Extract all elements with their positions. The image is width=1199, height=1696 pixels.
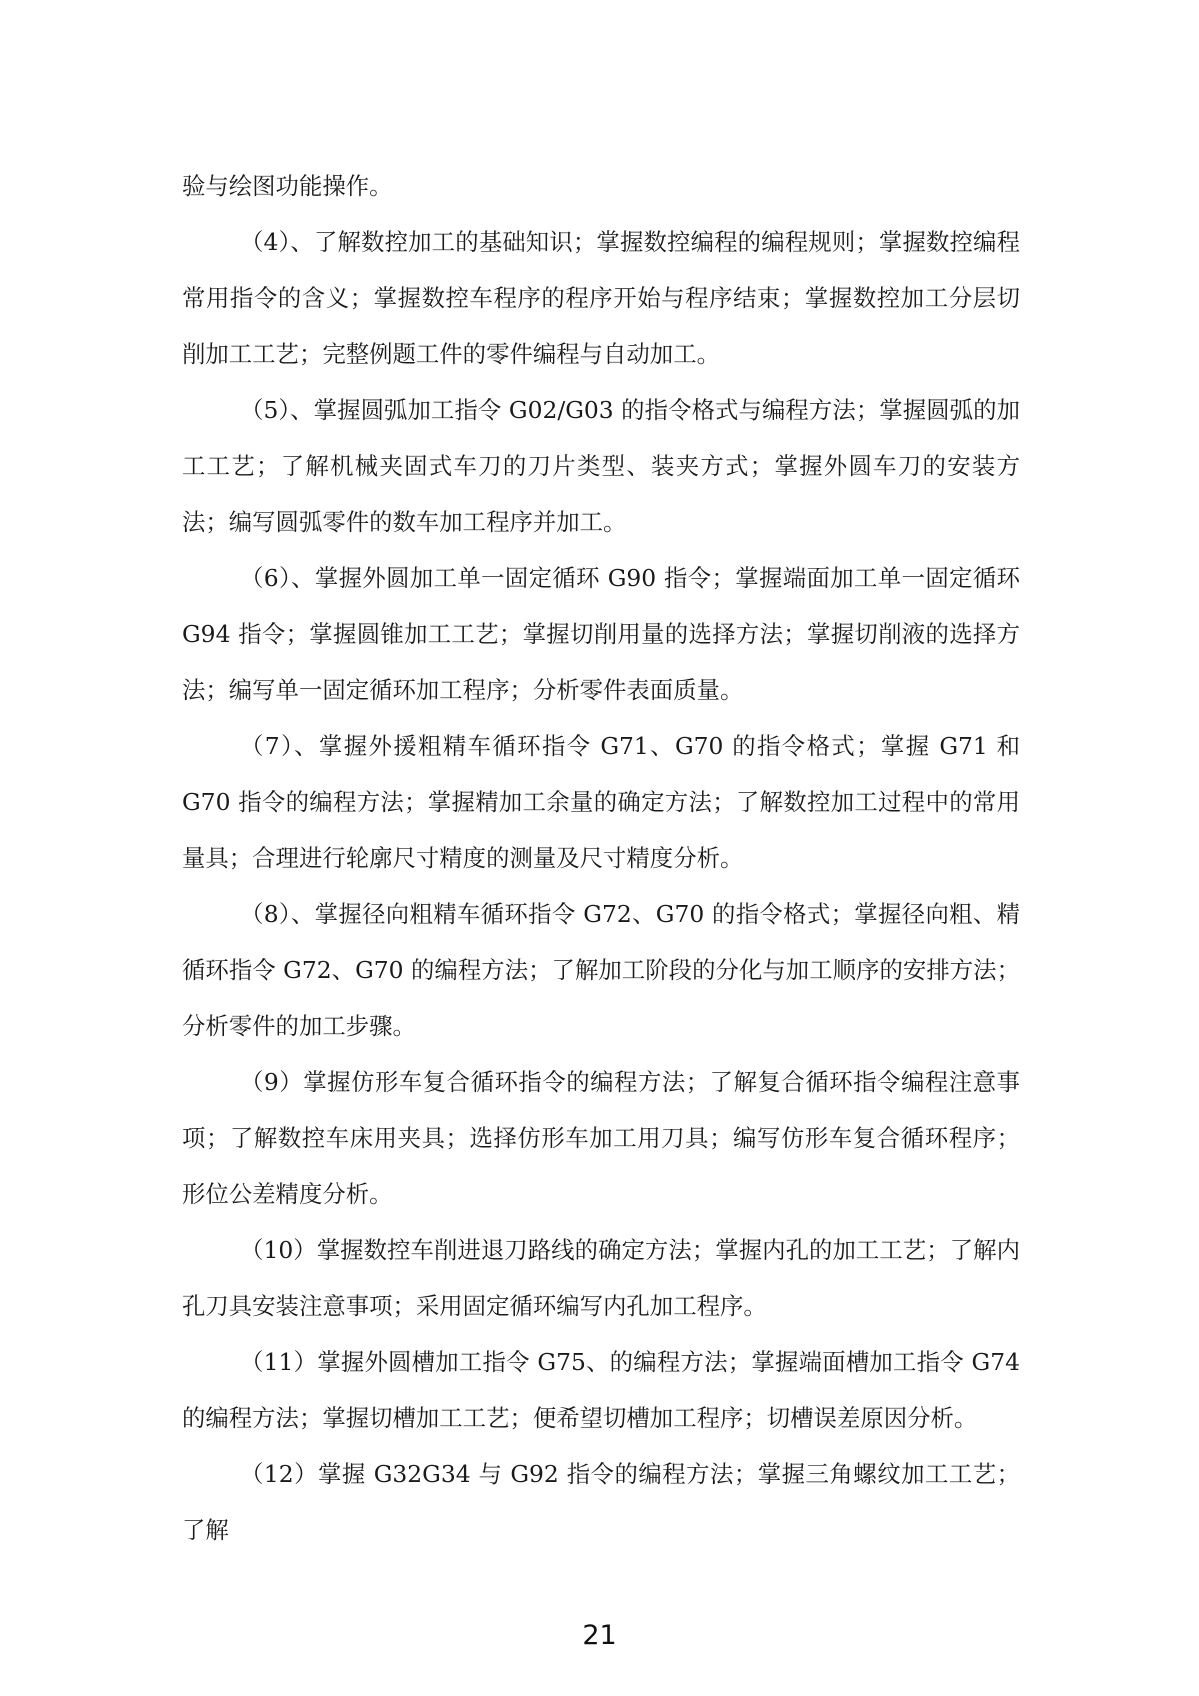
body-text [182,158,1020,1558]
paragraph-item-8: （8）、掌握径向粗精车循环指令 G72、G70 的指令格式；掌握径向粗、精循环指令 G72、G70 的编程方法；了解加工阶段的分化与加工顺序的安排方法；分析零件的加工步骤。 [182,900,1020,1040]
paragraph-item-12: （12）掌握 G32G34 与 G92 指令的编程方法；掌握三角螺纹加工工艺；了解 [182,1460,1020,1544]
page-number: 21 [582,1620,617,1651]
paragraph-item-5: （5）、掌握圆弧加工指令 G02/G03 的指令格式与编程方法；掌握圆弧的加工工艺；了解机械夹固式车刀的刀片类型、装夹方式；掌握外圆车刀的安装方法；编写圆弧零件的数车加工程序并加工。 [182,396,1020,536]
paragraph-item-6: （6）、掌握外圆加工单一固定循环 G90 指令；掌握端面加工单一固定循环G94 指令；掌握圆锥加工工艺；掌握切削用量的选择方法；掌握切削液的选择方法；编写单一固定循环加工程序；分析零件表面质量。 [182,564,1020,704]
paragraph-continuation: 验与绘图功能操作。 [182,172,393,200]
paragraph-item-4: （4）、了解数控加工的基础知识；掌握数控编程的编程规则；掌握数控编程常用指令的含义；掌握数控车程序的程序开始与程序结束；掌握数控加工分层切削加工工艺；完整例题工件的零件编程与自动加工。 [182,228,1020,368]
paragraph-item-9: （9）掌握仿形车复合循环指令的编程方法；了解复合循环指令编程注意事项；了解数控车床用夹具；选择仿形车加工用刀具；编写仿形车复合循环程序；形位公差精度分析。 [182,1068,1020,1208]
paragraph-item-7: （7）、掌握外援粗精车循环指令 G71、G70 的指令格式；掌握 G71 和 G70 指令的编程方法；掌握精加工余量的确定方法；了解数控加工过程中的常用量具；合理进行轮廓尺寸精度的测量及尺寸精度分析。 [182,732,1020,872]
paragraph-item-10: （10）掌握数控车削进退刀路线的确定方法；掌握内孔的加工工艺；了解内孔刀具安装注意事项；采用固定循环编写内孔加工程序。 [182,1236,1020,1320]
paragraph-item-11: （11）掌握外圆槽加工指令 G75、的编程方法；掌握端面槽加工指令 G74 的编程方法；掌握切槽加工工艺；便希望切槽加工程序；切槽误差原因分析。 [182,1348,1020,1432]
